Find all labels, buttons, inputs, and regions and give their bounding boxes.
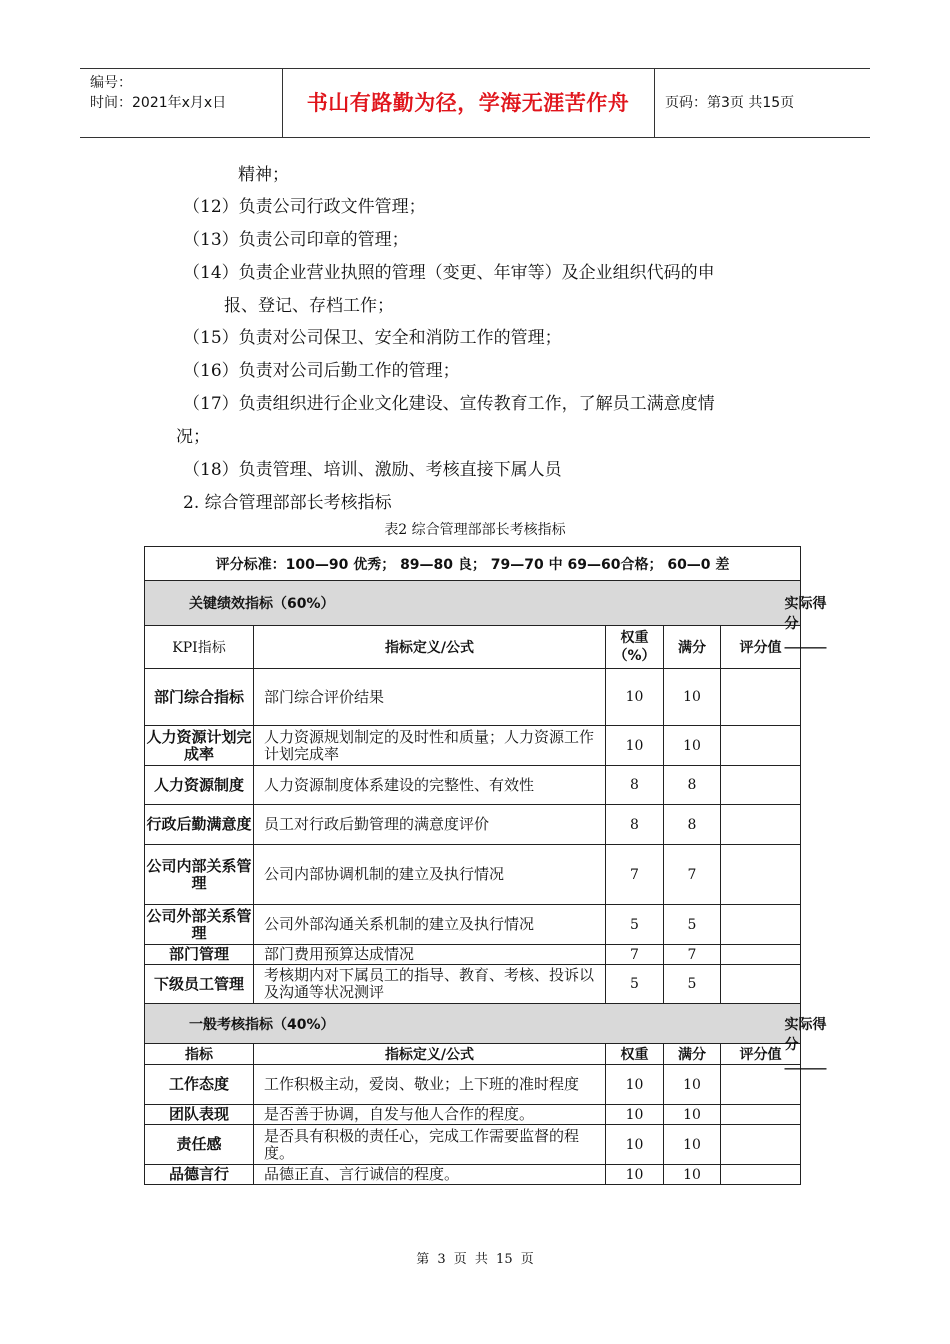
general-section-score: 实际得分______ <box>784 1016 827 1070</box>
section-heading: 2. 综合管理部部长考核指标 <box>183 493 392 513</box>
page-header <box>80 68 870 138</box>
indicator-name: 团队表现 <box>145 1105 254 1125</box>
body-line: 报、登记、存档工作； <box>224 296 394 316</box>
col-header-definition: 指标定义/公式 <box>254 1044 606 1065</box>
table-row <box>145 965 801 1004</box>
table-row <box>145 945 801 965</box>
indicator-score[interactable] <box>721 669 801 726</box>
indicator-score[interactable] <box>721 1065 801 1105</box>
indicator-weight: 7 <box>606 945 664 965</box>
indicator-score[interactable] <box>721 805 801 845</box>
kpi-section-header <box>145 581 801 626</box>
indicator-name: 下级员工管理 <box>145 965 254 1004</box>
table-row <box>145 905 801 945</box>
indicator-name: 部门综合指标 <box>145 669 254 726</box>
indicator-score[interactable] <box>721 965 801 1004</box>
body-line: （13）负责公司印章的管理； <box>183 230 409 250</box>
table-row <box>145 845 801 905</box>
indicator-name: 行政后勤满意度 <box>145 805 254 845</box>
indicator-score[interactable] <box>721 945 801 965</box>
indicator-full: 8 <box>664 805 721 845</box>
indicator-definition: 考核期内对下属员工的指导、教育、考核、投诉以及沟通等状况测评 <box>254 965 606 1004</box>
table-row <box>145 805 801 845</box>
indicator-name: 公司内部关系管理 <box>145 845 254 905</box>
indicator-weight: 8 <box>606 766 664 805</box>
kpi-section-title: 关键绩效指标（60%） <box>189 596 335 612</box>
indicator-weight: 10 <box>606 1165 664 1185</box>
indicator-definition: 工作积极主动，爱岗、敬业；上下班的准时程度 <box>254 1065 606 1105</box>
kpi-header-row <box>145 626 801 669</box>
header-page-info: 页码：第3页 共15页 <box>665 95 795 111</box>
indicator-definition: 品德正直、言行诚信的程度。 <box>254 1165 606 1185</box>
kpi-table <box>144 546 827 1185</box>
indicator-score[interactable] <box>721 1165 801 1185</box>
body-line: 精神； <box>238 165 289 185</box>
indicator-name: 人力资源计划完成率 <box>145 726 254 766</box>
header-motto: 书山有路勤为径，学海无涯苦作舟 <box>282 69 655 137</box>
indicator-weight: 5 <box>606 905 664 945</box>
body-line: （14）负责企业营业执照的管理（变更、年审等）及企业组织代码的申 <box>183 263 715 283</box>
indicator-full: 8 <box>664 766 721 805</box>
indicator-name: 责任感 <box>145 1125 254 1165</box>
body-line: 况； <box>176 427 210 447</box>
indicator-full: 10 <box>664 1125 721 1165</box>
table-row <box>145 766 801 805</box>
body-line: （17）负责组织进行企业文化建设、宣传教育工作，了解员工满意度情 <box>183 394 715 414</box>
indicator-definition: 员工对行政后勤管理的满意度评价 <box>254 805 606 845</box>
general-header-row <box>145 1044 801 1065</box>
col-header-score: 评分值 <box>721 626 801 669</box>
kpi-section-score: 实际得分______ <box>784 596 827 649</box>
indicator-score[interactable] <box>721 726 801 766</box>
indicator-full: 10 <box>664 669 721 726</box>
col-header-score: 评分值 <box>721 1044 801 1065</box>
indicator-weight: 10 <box>606 1125 664 1165</box>
indicator-weight: 10 <box>606 1105 664 1125</box>
col-header-indicator: 指标 <box>145 1044 254 1065</box>
indicator-full: 10 <box>664 1065 721 1105</box>
indicator-definition: 是否善于协调，自发与他人合作的程度。 <box>254 1105 606 1125</box>
indicator-definition: 公司内部协调机制的建立及执行情况 <box>254 845 606 905</box>
indicator-definition: 人力资源制度体系建设的完整性、有效性 <box>254 766 606 805</box>
indicator-definition: 公司外部沟通关系机制的建立及执行情况 <box>254 905 606 945</box>
general-section-title: 一般考核指标（40%） <box>189 1016 335 1033</box>
indicator-name: 公司外部关系管理 <box>145 905 254 945</box>
scoring-standard-row <box>145 547 801 581</box>
table-row <box>145 1065 801 1105</box>
body-line: （12）负责公司行政文件管理； <box>183 197 426 217</box>
table-row <box>145 1125 801 1165</box>
table-row <box>145 1165 801 1185</box>
body-line: （15）负责对公司保卫、安全和消防工作的管理； <box>183 328 562 348</box>
indicator-weight: 10 <box>606 726 664 766</box>
indicator-full: 10 <box>664 1165 721 1185</box>
header-meta <box>80 69 283 137</box>
indicator-name: 人力资源制度 <box>145 766 254 805</box>
indicator-score[interactable] <box>721 845 801 905</box>
table-row <box>145 669 801 726</box>
indicator-weight: 7 <box>606 845 664 905</box>
scoring-standard: 评分标准：100—90 优秀； 89—80 良； 79—70 中 69—60合格； 60—0 差 <box>145 547 801 581</box>
indicator-full: 10 <box>664 1105 721 1125</box>
indicator-full: 5 <box>664 905 721 945</box>
table-row <box>145 726 801 766</box>
indicator-name: 工作态度 <box>145 1065 254 1105</box>
indicator-definition: 人力资源规划制定的及时性和质量；人力资源工作计划完成率 <box>254 726 606 766</box>
col-header-weight: 权重 <box>606 1044 664 1065</box>
page-footer: 第 3 页 共 15 页 <box>416 1252 534 1267</box>
indicator-name: 部门管理 <box>145 945 254 965</box>
table-row <box>145 1105 801 1125</box>
col-header-full: 满分 <box>664 626 721 669</box>
body-line: （16）负责对公司后勤工作的管理； <box>183 361 460 381</box>
serial-label: 编号： <box>90 75 132 91</box>
indicator-weight: 8 <box>606 805 664 845</box>
date-label: 时间：2021年x月x日 <box>90 95 227 111</box>
indicator-full: 7 <box>664 845 721 905</box>
indicator-full: 7 <box>664 945 721 965</box>
indicator-definition: 部门费用预算达成情况 <box>254 945 606 965</box>
indicator-full: 10 <box>664 726 721 766</box>
indicator-full: 5 <box>664 965 721 1004</box>
indicator-score[interactable] <box>721 1125 801 1165</box>
indicator-score[interactable] <box>721 766 801 805</box>
indicator-score[interactable] <box>721 1105 801 1125</box>
body-line: （18）负责管理、培训、激励、考核直接下属人员 <box>183 460 562 480</box>
indicator-name: 品德言行 <box>145 1165 254 1185</box>
general-section-header <box>145 1004 801 1044</box>
col-header-indicator: KPI指标 <box>145 626 254 669</box>
indicator-definition: 是否具有积极的责任心，完成工作需要监督的程度。 <box>254 1125 606 1165</box>
col-header-weight: 权重（%） <box>606 626 664 669</box>
col-header-definition: 指标定义/公式 <box>254 626 606 669</box>
indicator-definition: 部门综合评价结果 <box>254 669 606 726</box>
indicator-weight: 10 <box>606 669 664 726</box>
indicator-weight: 10 <box>606 1065 664 1105</box>
indicator-score[interactable] <box>721 905 801 945</box>
col-header-full: 满分 <box>664 1044 721 1065</box>
indicator-weight: 5 <box>606 965 664 1004</box>
table-caption: 表2 综合管理部部长考核指标 <box>384 522 566 538</box>
